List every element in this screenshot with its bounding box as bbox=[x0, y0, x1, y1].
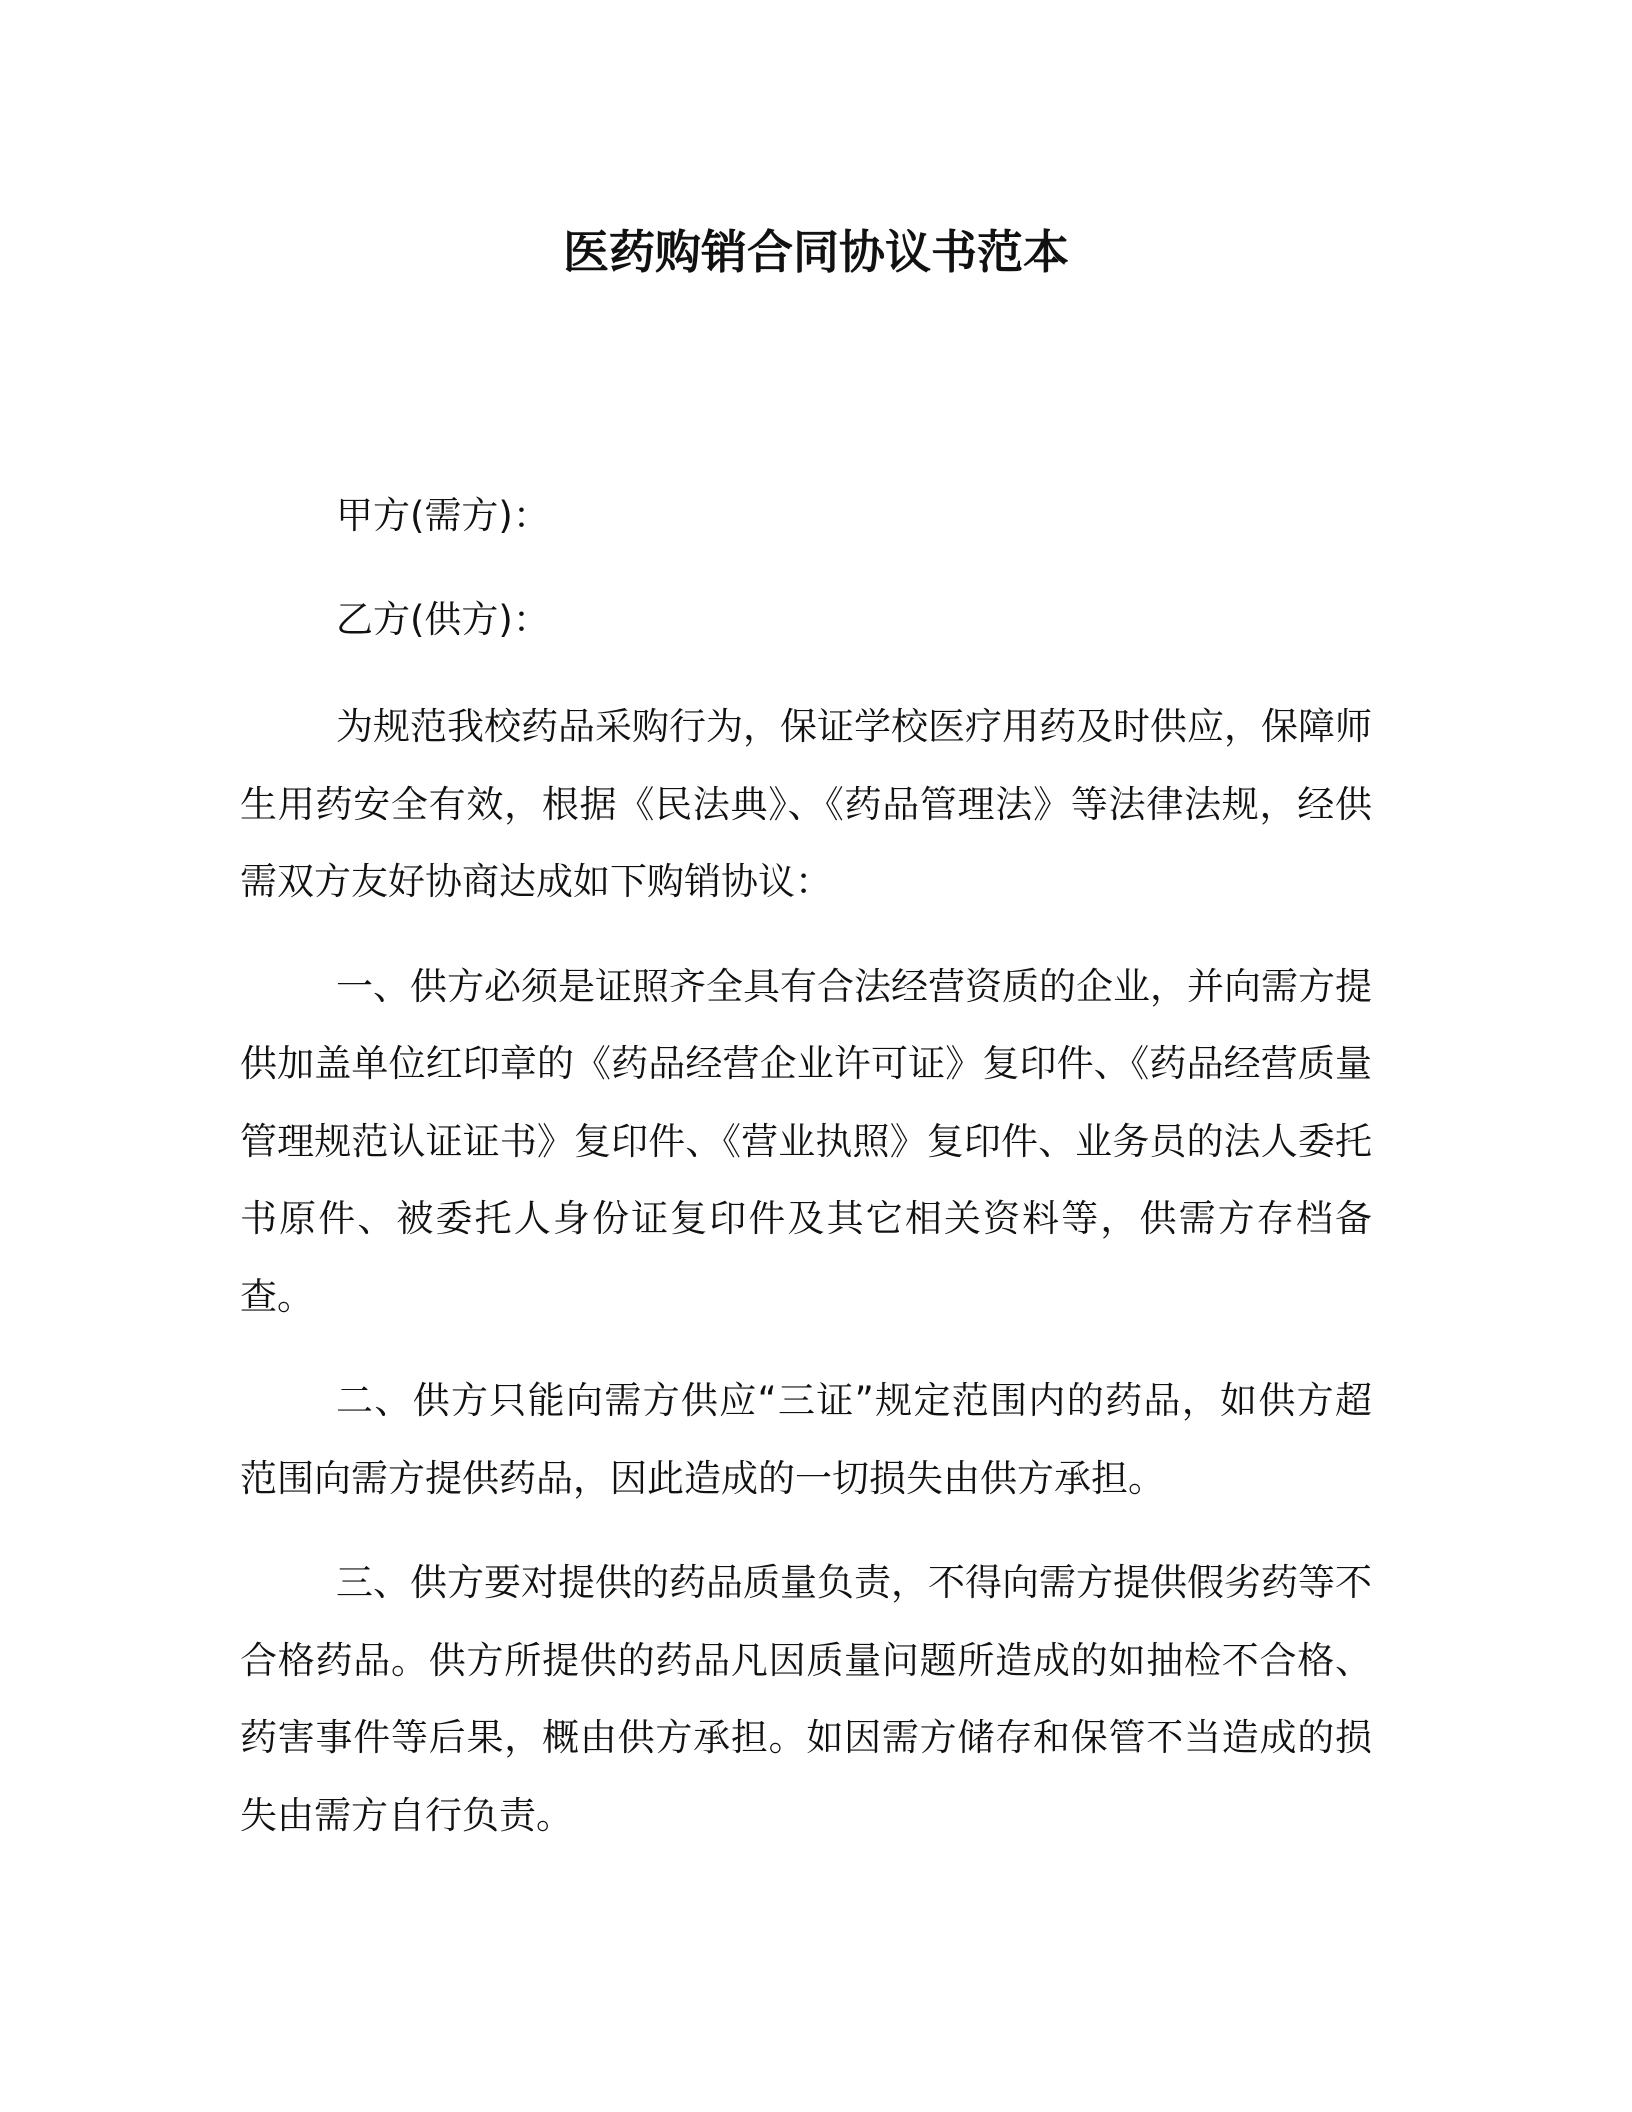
party-b-line: 乙方(供方)： bbox=[336, 598, 550, 641]
document-body bbox=[240, 490, 1372, 1881]
document-title: 医药购销合同协议书范本 bbox=[563, 225, 1069, 279]
party-a-line: 甲方(需方)： bbox=[336, 494, 550, 537]
clause-3-paragraph: 三、供方要对提供的药品质量负责，不得向需方提供假劣药等不合格药品。供方所提供的药品凡因质量问题所造成的如抽检不合格、药害事件等后果，概由供方承担。如因需方储存和保管不当造成的损失由需方自行负责。 bbox=[240, 1561, 1372, 1837]
preamble-paragraph: 为规范我校药品采购行为，保证学校医疗用药及时供应，保障师生用药安全有效，根据《民法典》、《药品管理法》等法律法规，经供需双方友好协商达成如下购销协议： bbox=[240, 705, 1372, 903]
clause-2-paragraph: 二、供方只能向需方供应“三证”规定范围内的药品，如供方超范围向需方提供药品，因此造成的一切损失由供方承担。 bbox=[240, 1379, 1372, 1500]
clause-1-paragraph: 一、供方必须是证照齐全具有合法经营资质的企业，并向需方提供加盖单位红印章的《药品经营企业许可证》复印件、《药品经营质量管理规范认证证书》复印件、《营业执照》复印件、业务员的法人委托书原件、被委托人身份证复印件及其它相关资料等，供需方存档备查。 bbox=[240, 964, 1372, 1318]
